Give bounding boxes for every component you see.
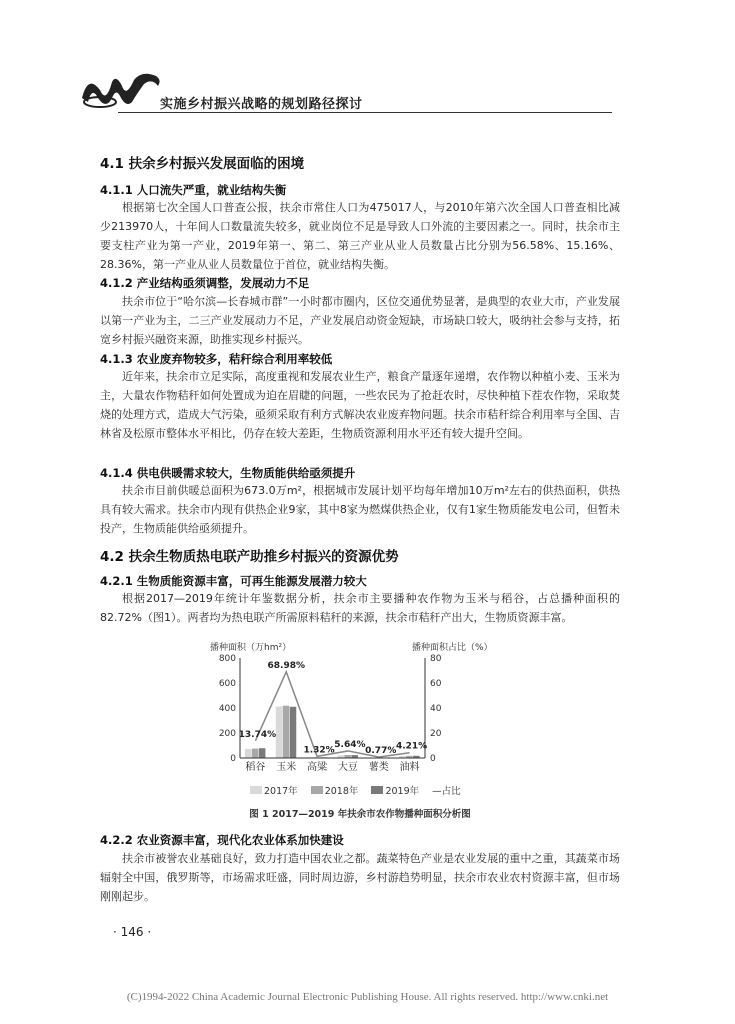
left-tick-label: 800 — [218, 654, 236, 664]
legend-2018: 2018年 — [324, 786, 359, 797]
right-tick-label: 80 — [430, 654, 442, 664]
left-tick-label: 600 — [218, 679, 236, 689]
legend-swatch-2017 — [250, 786, 262, 794]
bar-2017年 — [245, 749, 252, 758]
copyright-footer: (C)1994-2022 China Academic Journal Electronic Publishing House. All rights reserved. http://www.cnki.net — [126, 991, 609, 1003]
page-number: · 146 · — [113, 925, 152, 939]
section-4-2-2-title: 4.2.2 农业资源丰富，现代化农业体系加快建设 — [100, 833, 344, 847]
data-label: 1.32% — [303, 745, 335, 756]
section-4-1-4-title: 4.1.4 供电供暖需求较大，生物质能供给亟须提升 — [100, 466, 356, 480]
figure-caption: 图 1 2017—2019 年扶余市农作物播种面积分析图 — [249, 809, 471, 820]
data-label: 4.21% — [395, 741, 428, 752]
category-label: 高粱 — [307, 762, 328, 773]
section-4-1-3-title: 4.1.3 农业废弃物较多，秸秆综合利用率较低 — [100, 352, 333, 366]
right-axis-label: 播种面积占比（%） — [412, 643, 493, 653]
bar-2019年 — [259, 748, 266, 758]
header-rule — [118, 112, 612, 113]
right-tick-label: 60 — [430, 679, 442, 689]
section-4-2-title: 4.2 扶余生物质热电联产助推乡村振兴的资源优势 — [100, 549, 399, 565]
bar-2018年 — [283, 706, 290, 758]
crop-area-chart — [200, 640, 505, 780]
paragraph-4-1-2: 扶余市位于“哈尔滨—长春城市群”一小时都市圈内，区位交通优势显著，是典型的农业大市，产业发展以第一产业为主，二三产业发展动力不足，产业发展启动资金短缺，市场缺口较大，吸纳社会参与支持，拓宽乡村振兴融资来源，助推实现乡村振兴。 — [100, 295, 620, 346]
section-4-1-title: 4.1 扶余乡村振兴发展面临的困境 — [100, 156, 305, 172]
bar-2017年 — [276, 707, 283, 759]
chart-legend — [250, 783, 490, 797]
data-label: 5.64% — [334, 739, 366, 750]
legend-swatch-2018 — [311, 786, 323, 794]
legend-line: —占比 — [432, 786, 461, 797]
paragraph-4-1-1: 根据第七次全国人口普查公报，扶余市常住人口为475017人，与2010年第六次全国人口普查相比减少213970人，十年间人口数量流失较多，就业岗位不足是导致人口外流的主要因素之一。同时，扶余市主要支柱产业为第一产业，2019年第一、第二、第三产业从业人员数量占比分别为56.58%、15.16%、28.36%，第一产业从业人员数量位于首位，就业结构失衡。 — [100, 201, 620, 271]
category-label: 薯类 — [368, 762, 389, 773]
right-tick-label: 0 — [430, 754, 436, 764]
category-label: 玉米 — [276, 762, 297, 773]
section-4-1-2-title: 4.1.2 产业结构亟须调整，发展动力不足 — [100, 276, 310, 290]
right-tick-label: 40 — [430, 704, 442, 714]
legend-2019: 2019年 — [385, 786, 420, 797]
bar-2018年 — [252, 749, 258, 758]
left-axis-label: 播种面积（万hm²） — [210, 643, 292, 653]
left-tick-label: 400 — [218, 704, 236, 714]
data-label: 68.98% — [267, 660, 305, 671]
paragraph-4-2-1: 根据2017—2019年统计年鉴数据分析，扶余市主要播种农作物为玉米与稻谷，占总播种面积的82.72%（图1）。两者均为热电联产所需原料秸秆的来源，扶余市秸秆产出大，生物质资源丰富。 — [100, 592, 620, 624]
paragraph-4-1-4: 扶余市目前供暖总面积为673.0万m²，根据城市发展计划平均每年增加10万m²左右的供热面积，供热具有较大需求。扶余市内现有供热企业9家，其中8家为燃煤供热企业，仅有1家生物质能发电公司，但暂未投产，生物质能供给亟须提升。 — [100, 484, 620, 535]
journal-logo — [78, 68, 164, 112]
left-tick-label: 200 — [218, 729, 236, 739]
legend-swatch-2019 — [371, 786, 383, 794]
data-label: 13.74% — [238, 729, 277, 740]
bar-2019年 — [290, 707, 297, 758]
paragraph-4-2-2: 扶余市被誉农业基础良好，致力打造中国农业之都。蔬菜特色产业是农业发展的重中之重，其蔬菜市场辐射全中国，俄罗斯等，市场需求旺盛，同时周边游，乡村游趋势明显，扶余市农业农村资源丰富，但市场刚刚起步。 — [100, 852, 620, 903]
legend-2017: 2017年 — [264, 786, 298, 797]
section-4-1-1-title: 4.1.1 人口流失严重，就业结构失衡 — [100, 183, 287, 197]
category-label: 大豆 — [337, 762, 358, 773]
data-label: 0.77% — [365, 746, 397, 757]
paragraph-4-1-3: 近年来，扶余市立足实际，高度重视和发展农业生产，粮食产量逐年递增，农作物以种植小麦、玉米为主，大量农作物秸秆如何处置成为迫在眉睫的问题，一些农民为了抢赶农时，尽快种植下茬农作物，采取焚烧的处理方式，造成大气污染，亟须采取有利方式解决农业废弃物问题。扶余市秸秆综合利用率与全国、吉林省及松原市整体水平相比，仍存在较大差距，生物质资源利用水平还有较大提升空间。 — [100, 370, 620, 440]
running-title: 实施乡村振兴战略的规划路径探讨 — [160, 97, 363, 112]
category-label: 油料 — [399, 762, 420, 773]
right-tick-label: 20 — [430, 729, 442, 739]
category-label: 稻谷 — [245, 762, 266, 773]
section-4-2-1-title: 4.2.1 生物质能资源丰富，可再生能源发展潜力较大 — [100, 574, 367, 588]
left-tick-label: 0 — [230, 754, 236, 764]
